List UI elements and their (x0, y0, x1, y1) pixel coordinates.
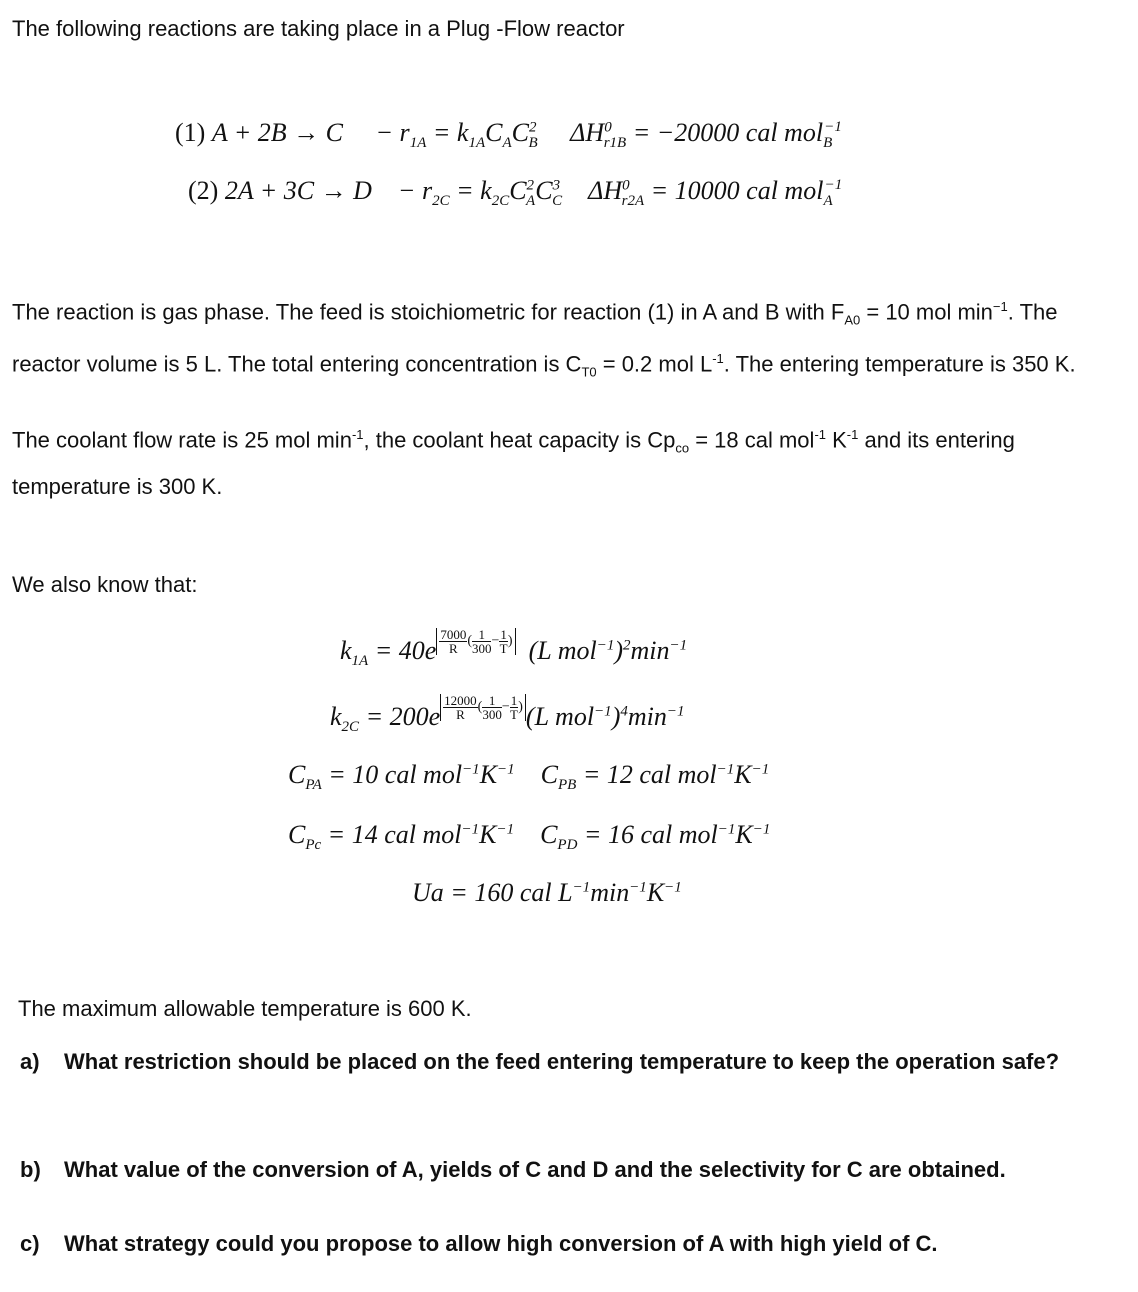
k2c-equation: $k_{2C} = 200e$ $\frac{12000}{R}$ ( $\frac{1}{300}$ − $\frac{1}{T}$ ) (L $mol^{-1})^4\min^{-1}$ (330, 693, 685, 735)
cp-row-1: $C_{PA} = 10$ cal $mol^{-1}K^{-1}$ $C_{PB} = 12$ cal $mol^{-1}K^{-1}$ (288, 760, 770, 794)
k1a-equation: $k_{1A} = 40e$ $\frac{7000}{R}$ ( $\frac{1}{300}$ − $\frac{1}{T}$ ) (L $mol^{-1})^2\min^{-1}$ (340, 627, 688, 669)
reaction-1: (1) A + 2B → C − $r_{1A} = k_{1A}C_AC^2_B$ $\Delta H^0_{r1B} = -20000$ cal mol$_B^{-1}$ (175, 118, 842, 152)
reaction-2: (2) 2A + 3C → D − $r_{2C} = k_{2C}C^2_AC^3_C$ $\Delta H^0_{r2A} = 10000$ cal mol$_A^{-1}$ (188, 176, 843, 210)
also-know-heading: We also know that: (12, 572, 198, 597)
paragraph-feed: The reaction is gas phase. The feed is stoichiometric for reaction (1) in A and B with $F_{A0} = 10$ mol $\min^{-1}$. The reactor volume is 5 L. The total entering concentration is $C_{T0} = 0.2$ mol $L^{-1}$. The entering temperature is 350 K. (12, 299, 1076, 380)
paragraph-coolant: The coolant flow rate is 25 mol $\min^{-1}$, the coolant heat capacity is $Cp_{co} = 18$ cal mol$^{-1}$ $K^{-1}$ and its entering temperature is 300 K. (12, 427, 1015, 499)
question-a: a) What restriction should be placed on the feed entering temperature to keep the operation safe? (20, 1049, 1060, 1074)
cp-row-2: $C_{Pc} = 14$ cal $mol^{-1}K^{-1}$ $C_{PD} = 16$ cal $mol^{-1}K^{-1}$ (288, 820, 771, 854)
question-c: c) What strategy could you propose to allow high conversion of A with high yield of C. (20, 1231, 938, 1256)
question-b: b) What value of the conversion of A, yields of C and D and the selectivity for C are obtained. (20, 1157, 1006, 1182)
ua-equation: Ua = 160 cal $L^{-1}\min^{-1}K^{-1}$ (412, 878, 682, 907)
intro-text: The following reactions are taking place in a Plug -Flow reactor (12, 16, 625, 41)
max-temp-text: The maximum allowable temperature is 600 K. (18, 996, 472, 1021)
